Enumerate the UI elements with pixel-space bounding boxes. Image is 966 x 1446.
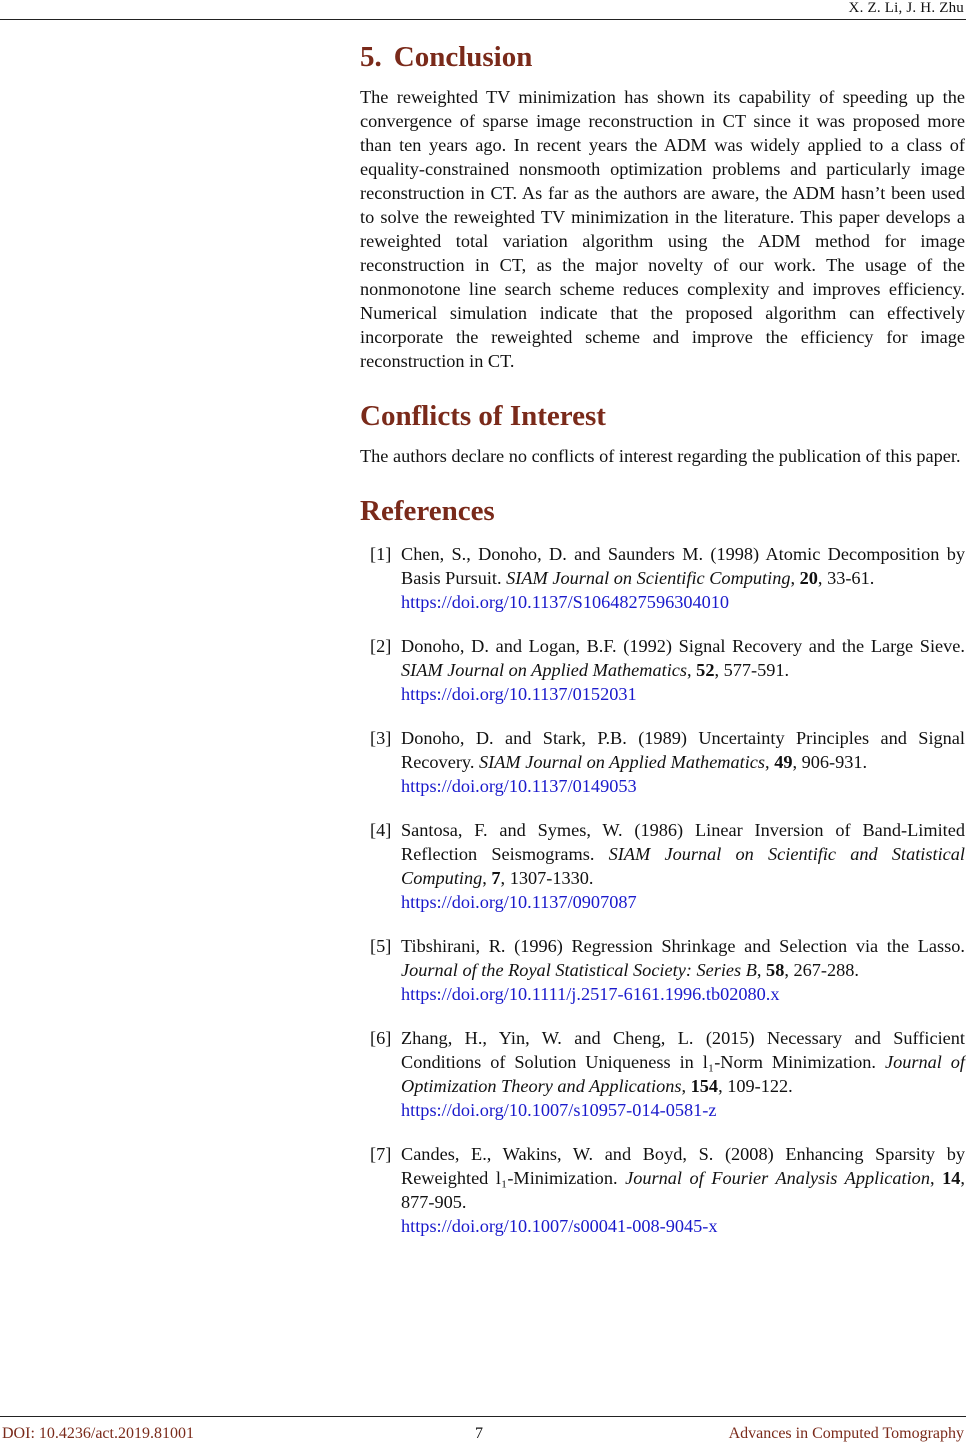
section-heading-conflicts: Conflicts of Interest <box>360 399 606 432</box>
reference-journal: Journal of Optimization Theory and Applications <box>401 1052 965 1097</box>
reference-volume: 154 <box>690 1076 719 1097</box>
reference-number: [5] <box>370 936 392 957</box>
section-number: 5. <box>360 41 382 73</box>
reference-item: [1] Chen, S., Donoho, D. and Saunders M. (1998) Atomic Decomposition by Basis Pursuit. SIAM Journal on Scientific Computing, 20, 33-61. https://doi.org/10.1137/S1064827596304010 <box>370 544 965 613</box>
reference-item: [3] Donoho, D. and Stark, P.B. (1989) Uncertainty Principles and Signal Recovery. SIAM Journal on Applied Mathematics, 49, 906-931. https://doi.org/10.1137/0149053 <box>370 728 965 797</box>
section-heading-conclusion <box>360 40 965 75</box>
footer-journal-name[interactable]: Advances in Computed Tomography <box>728 1425 964 1442</box>
reference-pages: , 267-288. <box>784 960 859 981</box>
reference-volume: 52 <box>696 660 715 681</box>
reference-volume: 49 <box>774 752 793 773</box>
reference-journal: SIAM Journal on Applied Mathematics <box>401 660 688 681</box>
reference-journal: SIAM Journal on Scientific Computing <box>506 568 791 589</box>
reference-doi-link[interactable]: https://doi.org/10.1137/0149053 <box>401 776 637 797</box>
reference-number: [1] <box>370 544 392 565</box>
reference-journal: SIAM Journal on Applied Mathematics <box>479 752 766 773</box>
reference-volume: 58 <box>766 960 785 981</box>
reference-number: [6] <box>370 1028 392 1049</box>
reference-volume: 7 <box>491 868 501 889</box>
reference-authors: Chen, S., Donoho, D. and Saunders M. (1998) Atomic Decomposition by Basis Pursuit. <box>401 544 965 589</box>
reference-authors: Donoho, D. and Stark, P.B. (1989) Uncertainty Principles and Signal Recovery. <box>401 728 965 773</box>
reference-authors: Donoho, D. and Logan, B.F. (1992) Signal Recovery and the Large Sieve. <box>401 636 965 657</box>
reference-doi-link[interactable]: https://doi.org/10.1007/s00041-008-9045-x <box>401 1216 718 1237</box>
page-footer <box>0 1416 966 1446</box>
reference-authors: Candes, E., Wakins, W. and Boyd, S. (2008) Enhancing Sparsity by Reweighted l₁-Minimization. <box>401 1144 965 1189</box>
reference-journal: Journal of the Royal Statistical Society: Series B <box>401 960 757 981</box>
reference-doi-link[interactable]: https://doi.org/10.1007/s10957-014-0581-z <box>401 1100 717 1121</box>
reference-volume: 14 <box>942 1168 961 1189</box>
page-number: 7 <box>475 1425 483 1442</box>
section-title: Conclusion <box>393 41 533 73</box>
reference-journal: SIAM Journal on Scientific and Statistical Computing <box>401 844 965 889</box>
reference-volume: 20 <box>799 568 818 589</box>
reference-item: [2] Donoho, D. and Logan, B.F. (1992) Signal Recovery and the Large Sieve. SIAM Journal on Applied Mathematics, 52, 577-591. https://doi.org/10.1137/0152031 <box>370 636 965 705</box>
reference-item: [4] Santosa, F. and Symes, W. (1986) Linear Inversion of Band-Limited Reflection Seismograms. SIAM Journal on Scientific and Statistical Computing, 7, 1307-1330. https://doi.org/10.1137/0907087 <box>370 820 965 913</box>
reference-pages: , 577-591. <box>714 660 790 681</box>
reference-journal: Journal of Fourier Analysis Application <box>625 1168 930 1189</box>
reference-number: [2] <box>370 636 392 657</box>
reference-number: [3] <box>370 728 392 749</box>
reference-pages: , 877-905. <box>401 1168 965 1213</box>
reference-number: [4] <box>370 820 392 841</box>
reference-item: [6] Zhang, H., Yin, W. and Cheng, L. (2015) Necessary and Sufficient Conditions of Solution Uniqueness in l₁-Norm Minimization. Journal of Optimization Theory and Applications, 154, 109-122. https://doi.org/10.1007/s10957-014-0581-z <box>370 1028 965 1121</box>
reference-authors: Santosa, F. and Symes, W. (1986) Linear Inversion of Band-Limited Reflection Seismograms. <box>401 820 965 865</box>
reference-authors: Tibshirani, R. (1996) Regression Shrinkage and Selection via the Lasso. <box>401 936 965 957</box>
reference-item: [7] Candes, E., Wakins, W. and Boyd, S. (2008) Enhancing Sparsity by Reweighted l₁-Minimization. Journal of Fourier Analysis Application, 14, 877-905. https://doi.org/10.1007/s00041-008-9045-x <box>370 1144 965 1237</box>
reference-pages: , 33-61. <box>817 568 875 589</box>
reference-number: [7] <box>370 1144 392 1165</box>
reference-pages: , 1307-1330. <box>500 868 594 889</box>
reference-pages: , 906-931. <box>792 752 868 773</box>
reference-doi-link[interactable]: https://doi.org/10.1111/j.2517-6161.1996.tb02080.x <box>401 984 780 1005</box>
conclusion-paragraph: The reweighted TV minimization has shown its capability of speeding up the convergence of sparse image reconstruction in CT since it was proposed more than ten years ago. In recent years the ADM was widely applied to a class of equality-constrained nonsmooth optimization problems and particularly image reconstruction in CT. As far as the authors are aware, the ADM hasn’t been used to solve the reweighted TV minimization in the literature. This paper develops a reweighted total variation algorithm using the ADM method for image reconstruction in CT, as the major novelty of our work. The usage of the nonmonotone line search scheme reduces complexity and improves efficiency. Numerical simulation indicate that the proposed algorithm can effectively incorporate the reweighted scheme and improve the efficiency for image reconstruction in CT. <box>360 86 965 371</box>
running-header <box>0 0 966 20</box>
reference-pages: , 109-122. <box>718 1076 793 1097</box>
page-content <box>360 40 965 1258</box>
reference-doi-link[interactable]: https://doi.org/10.1137/0152031 <box>401 684 637 705</box>
reference-authors: Zhang, H., Yin, W. and Cheng, L. (2015) Necessary and Sufficient Conditions of Solution Uniqueness in l₁-Norm Minimization. <box>401 1028 965 1073</box>
reference-list <box>360 542 965 1238</box>
reference-item: [5] Tibshirani, R. (1996) Regression Shrinkage and Selection via the Lasso. Journal of the Royal Statistical Society: Series B, 58, 267-288. https://doi.org/10.1111/j.2517-6161.1996.tb02080.x <box>370 936 965 1005</box>
section-heading-references: References <box>360 494 495 527</box>
header-authors: X. Z. Li, J. H. Zhu <box>848 0 964 16</box>
footer-doi[interactable]: DOI: 10.4236/act.2019.81001 <box>2 1425 194 1442</box>
reference-doi-link[interactable]: https://doi.org/10.1137/S1064827596304010 <box>401 592 730 613</box>
reference-doi-link[interactable]: https://doi.org/10.1137/0907087 <box>401 892 637 913</box>
conflicts-paragraph: The authors declare no conflicts of interest regarding the publication of this paper. <box>360 445 961 466</box>
